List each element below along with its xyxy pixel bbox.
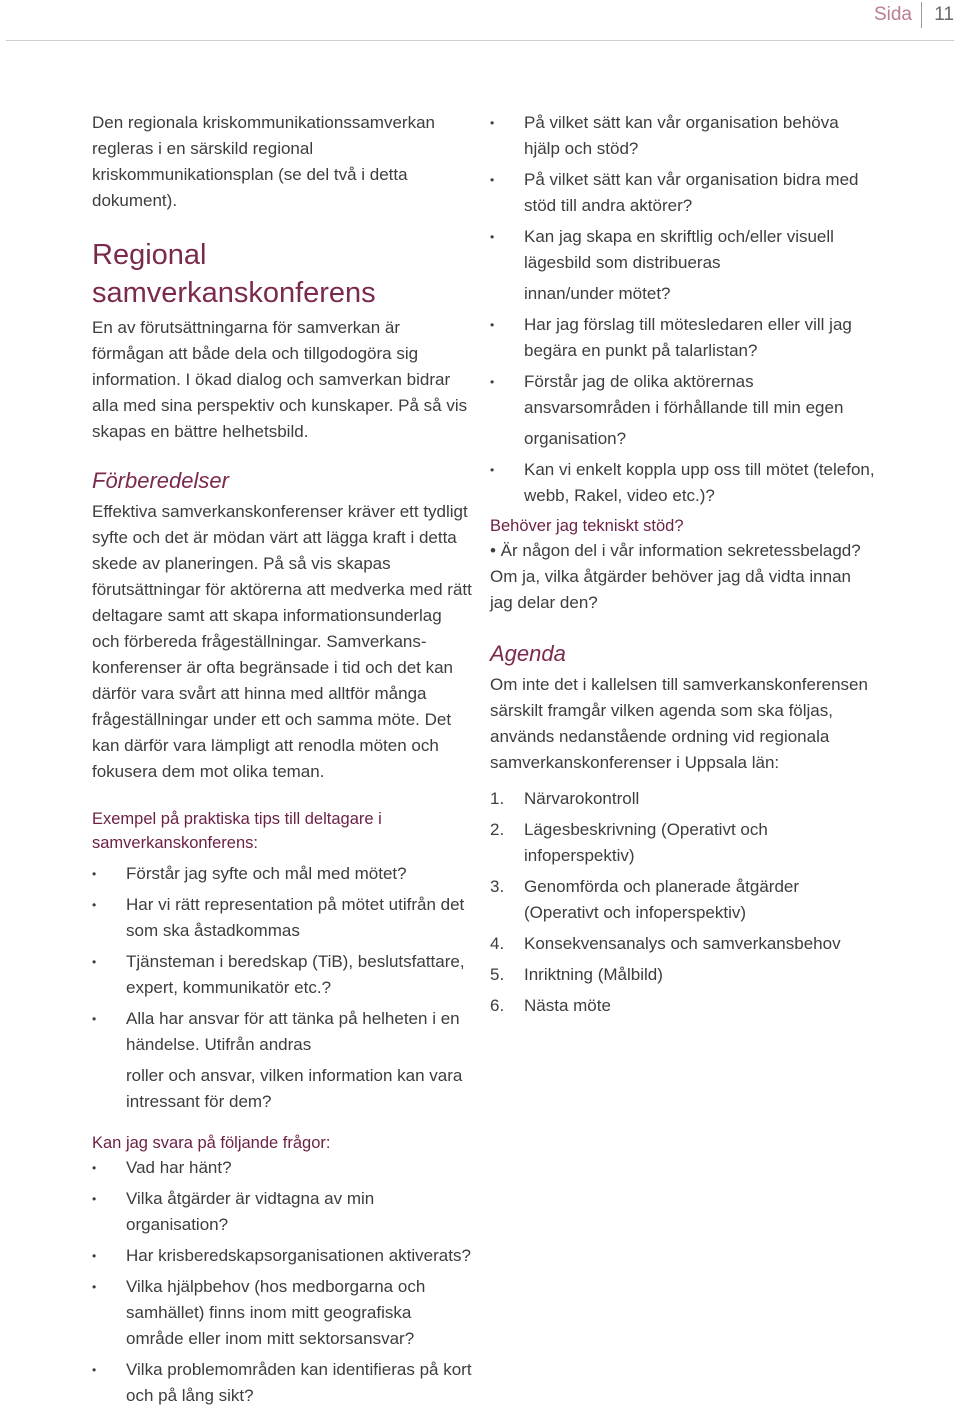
agenda-text: Konsekvensanalys och samverkansbehov: [524, 934, 841, 953]
agenda-number: 5.: [490, 965, 505, 984]
page-separator: [921, 2, 922, 28]
agenda-item: [490, 786, 875, 812]
agenda-item: [490, 962, 875, 988]
agenda-text: Inriktning (Målbild): [524, 965, 663, 984]
agenda-item: [490, 817, 875, 869]
list-item: • Alla har ansvar för att tänka på helheten i en händelse. Utifrån andras: [92, 1006, 472, 1058]
section-heading-agenda: Agenda: [490, 641, 566, 666]
right-bullet-list: [490, 110, 875, 276]
section-heading-forberedelser: Förberedelser: [92, 468, 229, 493]
list-item: • Kan jag skapa en skriftlig och/eller visuell lägesbild som distribueras: [490, 224, 875, 276]
list-item: • Tjänsteman i beredskap (TiB), beslutsfattare, expert, kommunikatör etc.?: [92, 949, 472, 1001]
page-header: [0, 0, 960, 42]
agenda-paragraph: Om inte det i kallelsen till samverkanskonferensen särskilt framgår vilken agenda som ska följas, används nedanstående ordning vid regionala samverkanskonferenser i Uppsala län:: [490, 675, 868, 772]
agenda-text: Nästa möte: [524, 996, 611, 1015]
agenda-number: 3.: [490, 877, 505, 896]
page-number: 11: [934, 4, 954, 25]
tips-heading: Exempel på praktiska tips till deltagare i samverkanskonferens:: [92, 810, 382, 852]
agenda-text: Närvarokontroll: [524, 789, 640, 808]
list-item: • Förstår jag de olika aktörernas ansvarsområden i förhållande till min egen: [490, 369, 875, 421]
right-column: [490, 110, 875, 1024]
left-column: [92, 110, 472, 1414]
agenda-text: Genomförda och planerade åtgärder (Operativt och infoperspektiv): [524, 877, 800, 922]
agenda-number: 2.: [490, 820, 505, 839]
intro-paragraph: Den regionala kriskommunikationssamverkan regleras i en särskild regional kriskommunikationsplan (se del två i detta dokument).: [92, 113, 435, 210]
header-rule: [6, 40, 954, 41]
right-bullet-list-3: [490, 457, 875, 509]
agenda-item: [490, 931, 875, 957]
list-item: • På vilket sätt kan vår organisation bidra med stöd till andra aktörer?: [490, 167, 875, 219]
agenda-text: Lägesbeskrivning (Operativt och infoperspektiv): [524, 820, 768, 865]
tips-list: [92, 861, 472, 1058]
page-label: Sida: [873, 4, 912, 25]
agenda-number: 4.: [490, 934, 505, 953]
regional-paragraph: En av förutsättningarna för samverkan är förmågan att både dela och tillgodogöra sig information. I ökad dialog och samverkan bidrar alla med sina perspektiv och kunskaper. På så vis skapas en bättre helhetsbild.: [92, 318, 468, 441]
questions-list: [92, 1155, 472, 1409]
list-item: • Vad har hänt?: [92, 1155, 472, 1181]
list-item: • Vilka åtgärder är vidtagna av min organisation?: [92, 1186, 472, 1238]
agenda-number: 6.: [490, 996, 505, 1015]
agenda-list: [490, 786, 875, 1019]
list-item: • Kan vi enkelt koppla upp oss till mötet (telefon, webb, Rakel, video etc.)?: [490, 457, 875, 509]
right-bullet-list-2: [490, 312, 875, 421]
forberedelser-paragraph: Effektiva samverkanskonferenser kräver ett tydligt syfte och det är mödan värt att lägga kraft i detta skede av planeringen. På så vis skapas förutsättningar för aktörerna att medverka med rätt deltagare samt att skapa informationsunderlag och förbereda frågeställningar. Samverkans-konferenser är ofta begränsade i tid och det kan därför vara svårt att hinna med alltför många frågeställningar under ett och samma möte. Det kan därför vara lämpligt att renodla möten och fokusera dem mot olika teman.: [92, 502, 472, 781]
list-item: • På vilket sätt kan vår organisation behöva hjälp och stöd?: [490, 110, 875, 162]
agenda-number: 1.: [490, 789, 505, 808]
section-heading-regional: Regional samverkanskonferens: [92, 239, 376, 309]
questions-heading: Kan jag svara på följande frågor:: [92, 1134, 331, 1152]
list-item: • Vilka hjälpbehov (hos medborgarna och samhället) finns inom mitt geografiska område eller inom mitt sektorsansvar?: [92, 1274, 472, 1352]
agenda-item: [490, 874, 875, 926]
tech-heading: Behöver jag tekniskt stöd?: [490, 517, 684, 535]
list-item-continuation: organisation?: [524, 429, 627, 448]
agenda-item: [490, 993, 875, 1019]
list-item: • Har vi rätt representation på mötet utifrån det som ska åstadkommas: [92, 892, 472, 944]
list-item: • Vilka problemområden kan identifieras på kort och på lång sikt?: [92, 1357, 472, 1409]
list-item-continuation: roller och ansvar, vilken information kan vara intressant för dem?: [126, 1066, 463, 1111]
list-item-continuation: innan/under mötet?: [524, 284, 671, 303]
list-item: • Har krisberedskapsorganisationen aktiverats?: [92, 1243, 472, 1269]
tech-paragraph: • Är någon del i vår information sekretessbelagd? Om ja, vilka åtgärder behöver jag då vidta innan jag delar den?: [490, 541, 861, 612]
list-item: • Har jag förslag till mötesledaren eller vill jag begära en punkt på talarlistan?: [490, 312, 875, 364]
list-item: • Förstår jag syfte och mål med mötet?: [92, 861, 472, 887]
